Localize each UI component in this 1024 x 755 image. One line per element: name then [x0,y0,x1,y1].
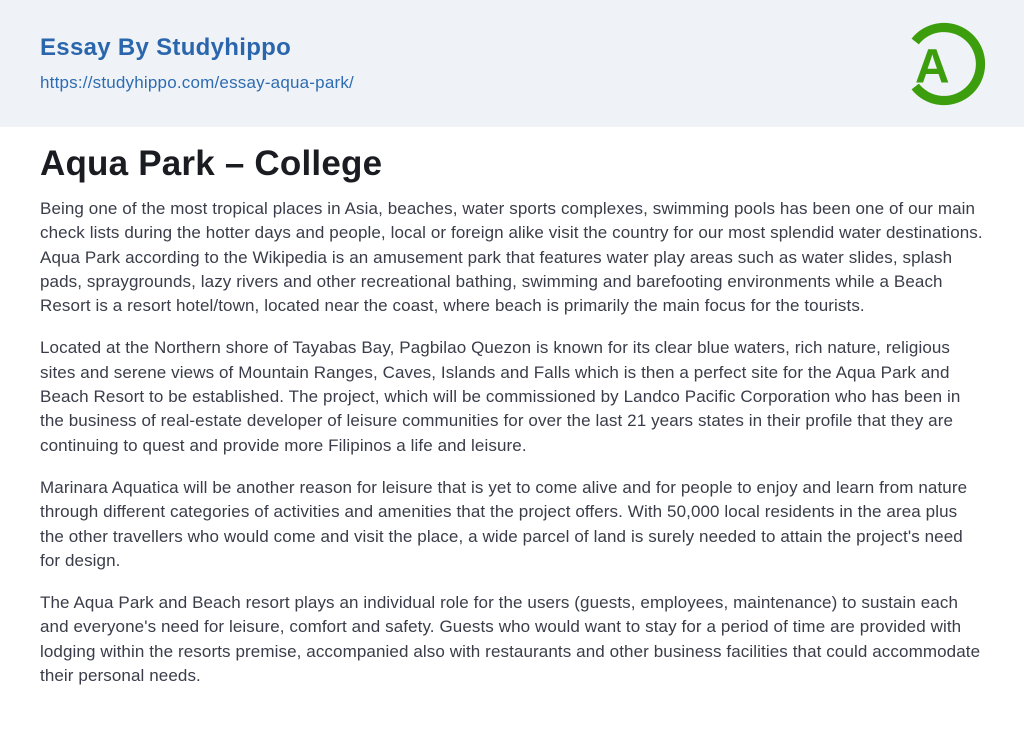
essay-title: Aqua Park – College [40,144,383,183]
essay-paragraph-1: Being one of the most tropical places in Asia, beaches, water sports complexes, swimming pools has been one of our main check lists during the hotter days and people, local or foreign alike visit the country for our most splendid water destinations. Aqua Park according to the Wikipedia is an amusement park that features water play areas such as water slides, splash pads, spraygrounds, lazy rivers and other recreational bathing, swimming and barefooting environments while a Beach Resort is a resort hotel/town, located near the coast, where beach is primarily the main focus for the tourists. [40,199,983,316]
header-text-block [40,34,354,93]
studyhippo-logo [902,22,986,106]
essay-content [0,144,1024,688]
site-header [0,0,1024,127]
essay-paragraph-2: Located at the Northern shore of Tayabas Bay, Pagbilao Quezon is known for its clear blue waters, rich nature, religious sites and serene views of Mountain Ranges, Caves, Islands and Falls which is then a perfect site for the Aqua Park and Beach Resort to be established. The project, which will be commissioned by Landco Pacific Corporation who has been in the business of real-estate developer of leisure communities for over the last 21 years states in their profile that they are continuing to quest and provide more Filipinos a life and leisure. [40,338,961,455]
site-title: Essay By Studyhippo [40,34,292,61]
logo-letter: A [914,39,950,93]
essay-paragraph-4: The Aqua Park and Beach resort plays an individual role for the users (guests, employees, maintenance) to sustain each and everyone's need for leisure, comfort and safety. Guests who would want to stay for a period of time are provided with lodging within the resorts premise, accompanied also with restaurants and other business facilities that could accommodate their personal needs. [40,593,981,686]
essay-paragraph-3: Marinara Aquatica will be another reason for leisure that is yet to come alive and for people to enjoy and learn from nature through different categories of activities and amenities that the project offers. With 50,000 local residents in the area plus the other travellers who would come and visit the place, a wide parcel of land is surely needed to attain the project's need for design. [40,477,968,570]
essay-url-link[interactable]: https://studyhippo.com/essay-aqua-park/ [40,73,354,92]
